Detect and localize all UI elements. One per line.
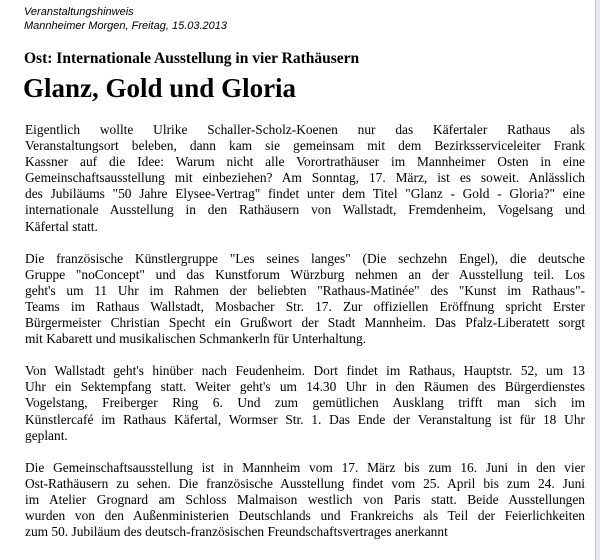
window-edge bbox=[595, 0, 600, 560]
notice-label: Veranstaltungshinweis bbox=[24, 6, 134, 18]
text-line: internationale Ausstellung in den Rathäusern von Wallstadt, Fremdenheim, Vogelsang und bbox=[25, 202, 585, 218]
paragraph-2 bbox=[25, 251, 585, 348]
article-body bbox=[25, 122, 585, 556]
text-line: Käfertal statt. bbox=[25, 218, 98, 234]
source-line: Mannheimer Morgen, Freitag, 15.03.2013 bbox=[24, 20, 228, 32]
text-line: Die Gemeinschaftsausstellung ist in Mannheim vom 17. März bis zum 16. Juni in den vier bbox=[25, 459, 585, 475]
paragraph-1 bbox=[25, 122, 585, 235]
text-line: Gruppe "noConcept" und das Kunstforum Würzburg nehmen an der Ausstellung teil. Los bbox=[25, 266, 585, 282]
text-line: des Jubiläums "50 Jahre Elysee-Vertrag" findet unter dem Titel "Glanz - Gold - Gloria?" eine bbox=[25, 186, 585, 202]
article-headline: Glanz, Gold und Gloria bbox=[23, 73, 297, 103]
article-kicker: Ost: Internationale Ausstellung in vier Rathäusern bbox=[24, 50, 360, 67]
text-line: Von Wallstadt geht's hinüber nach Feudenheim. Dort findet im Rathaus, Hauptstr. 52, um 13 bbox=[25, 363, 585, 379]
text-line: geht's um 11 Uhr im Rahmen der beliebten "Rathaus-Matinée" des "Kunst im Rathaus"- bbox=[25, 282, 585, 298]
paragraph-4 bbox=[25, 460, 585, 540]
text-line: mit Kabarett und musikalischen Schmankerln für Unterhaltung. bbox=[25, 331, 367, 347]
text-line: Bürgermeister Christian Specht ein Grußwort der Stadt Mannheim. Das Pfalz-Liberatett sorgt bbox=[25, 315, 585, 331]
text-line: Eigentlich wollte Ulrike Schaller-Scholz-Koenen nur das Käfertaler Rathaus als bbox=[25, 122, 585, 137]
text-line: wurden von den Außenministerien Deutschlands und Frankreichs als Teil der Feierlichkeiten bbox=[25, 507, 585, 523]
text-line: Künstlercafé im Rathaus Käfertal, Wormser Str. 1. Das Ende der Veranstaltung ist für 18 Uhr bbox=[25, 411, 585, 427]
text-line: zum 50. Jubiläum des deutsch-französischen Freundschaftsvertrages anerkannt bbox=[25, 524, 448, 540]
text-line: geplant. bbox=[25, 427, 68, 443]
text-line: Vogelstang, Freiberger Ring 6. Und zum gemütlichen Ausklang trifft man sich im bbox=[25, 395, 585, 411]
text-line: im Atelier Grognard am Schloss Malmaison westlich von Paris statt. Beide Ausstellungen bbox=[25, 491, 585, 507]
paragraph-3 bbox=[25, 363, 585, 443]
text-line: Ost-Rathäusern zu sehen. Die französische Ausstellung findet vom 25. April bis zum 24. Juni bbox=[25, 475, 585, 491]
text-line: Veranstaltungsort beleben, dann kam sie gemeinsam mit dem Bezirksserviceleiter Frank bbox=[25, 138, 585, 154]
text-line: Die französische Künstlergruppe "Les seines langes" (Die sechzehn Engel), die deutsche bbox=[25, 250, 585, 266]
text-line: Teams im Rathaus Wallstadt, Mosbacher Str. 17. Zur offiziellen Eröffnung spricht Erster bbox=[25, 298, 585, 314]
text-line: Uhr ein Sektempfang statt. Weiter geht's um 14.30 Uhr in den Räumen des Bürgerdienstes bbox=[25, 379, 585, 395]
text-line: Kassner auf die Idee: Warum nicht alle Vorortrathäuser im Mannheimer Osten in eine bbox=[25, 154, 585, 170]
text-line: Gemeinschaftsausstellung mit einbeziehen? Am Sonntag, 17. März, ist es soweit. Anlässlich bbox=[25, 170, 585, 186]
